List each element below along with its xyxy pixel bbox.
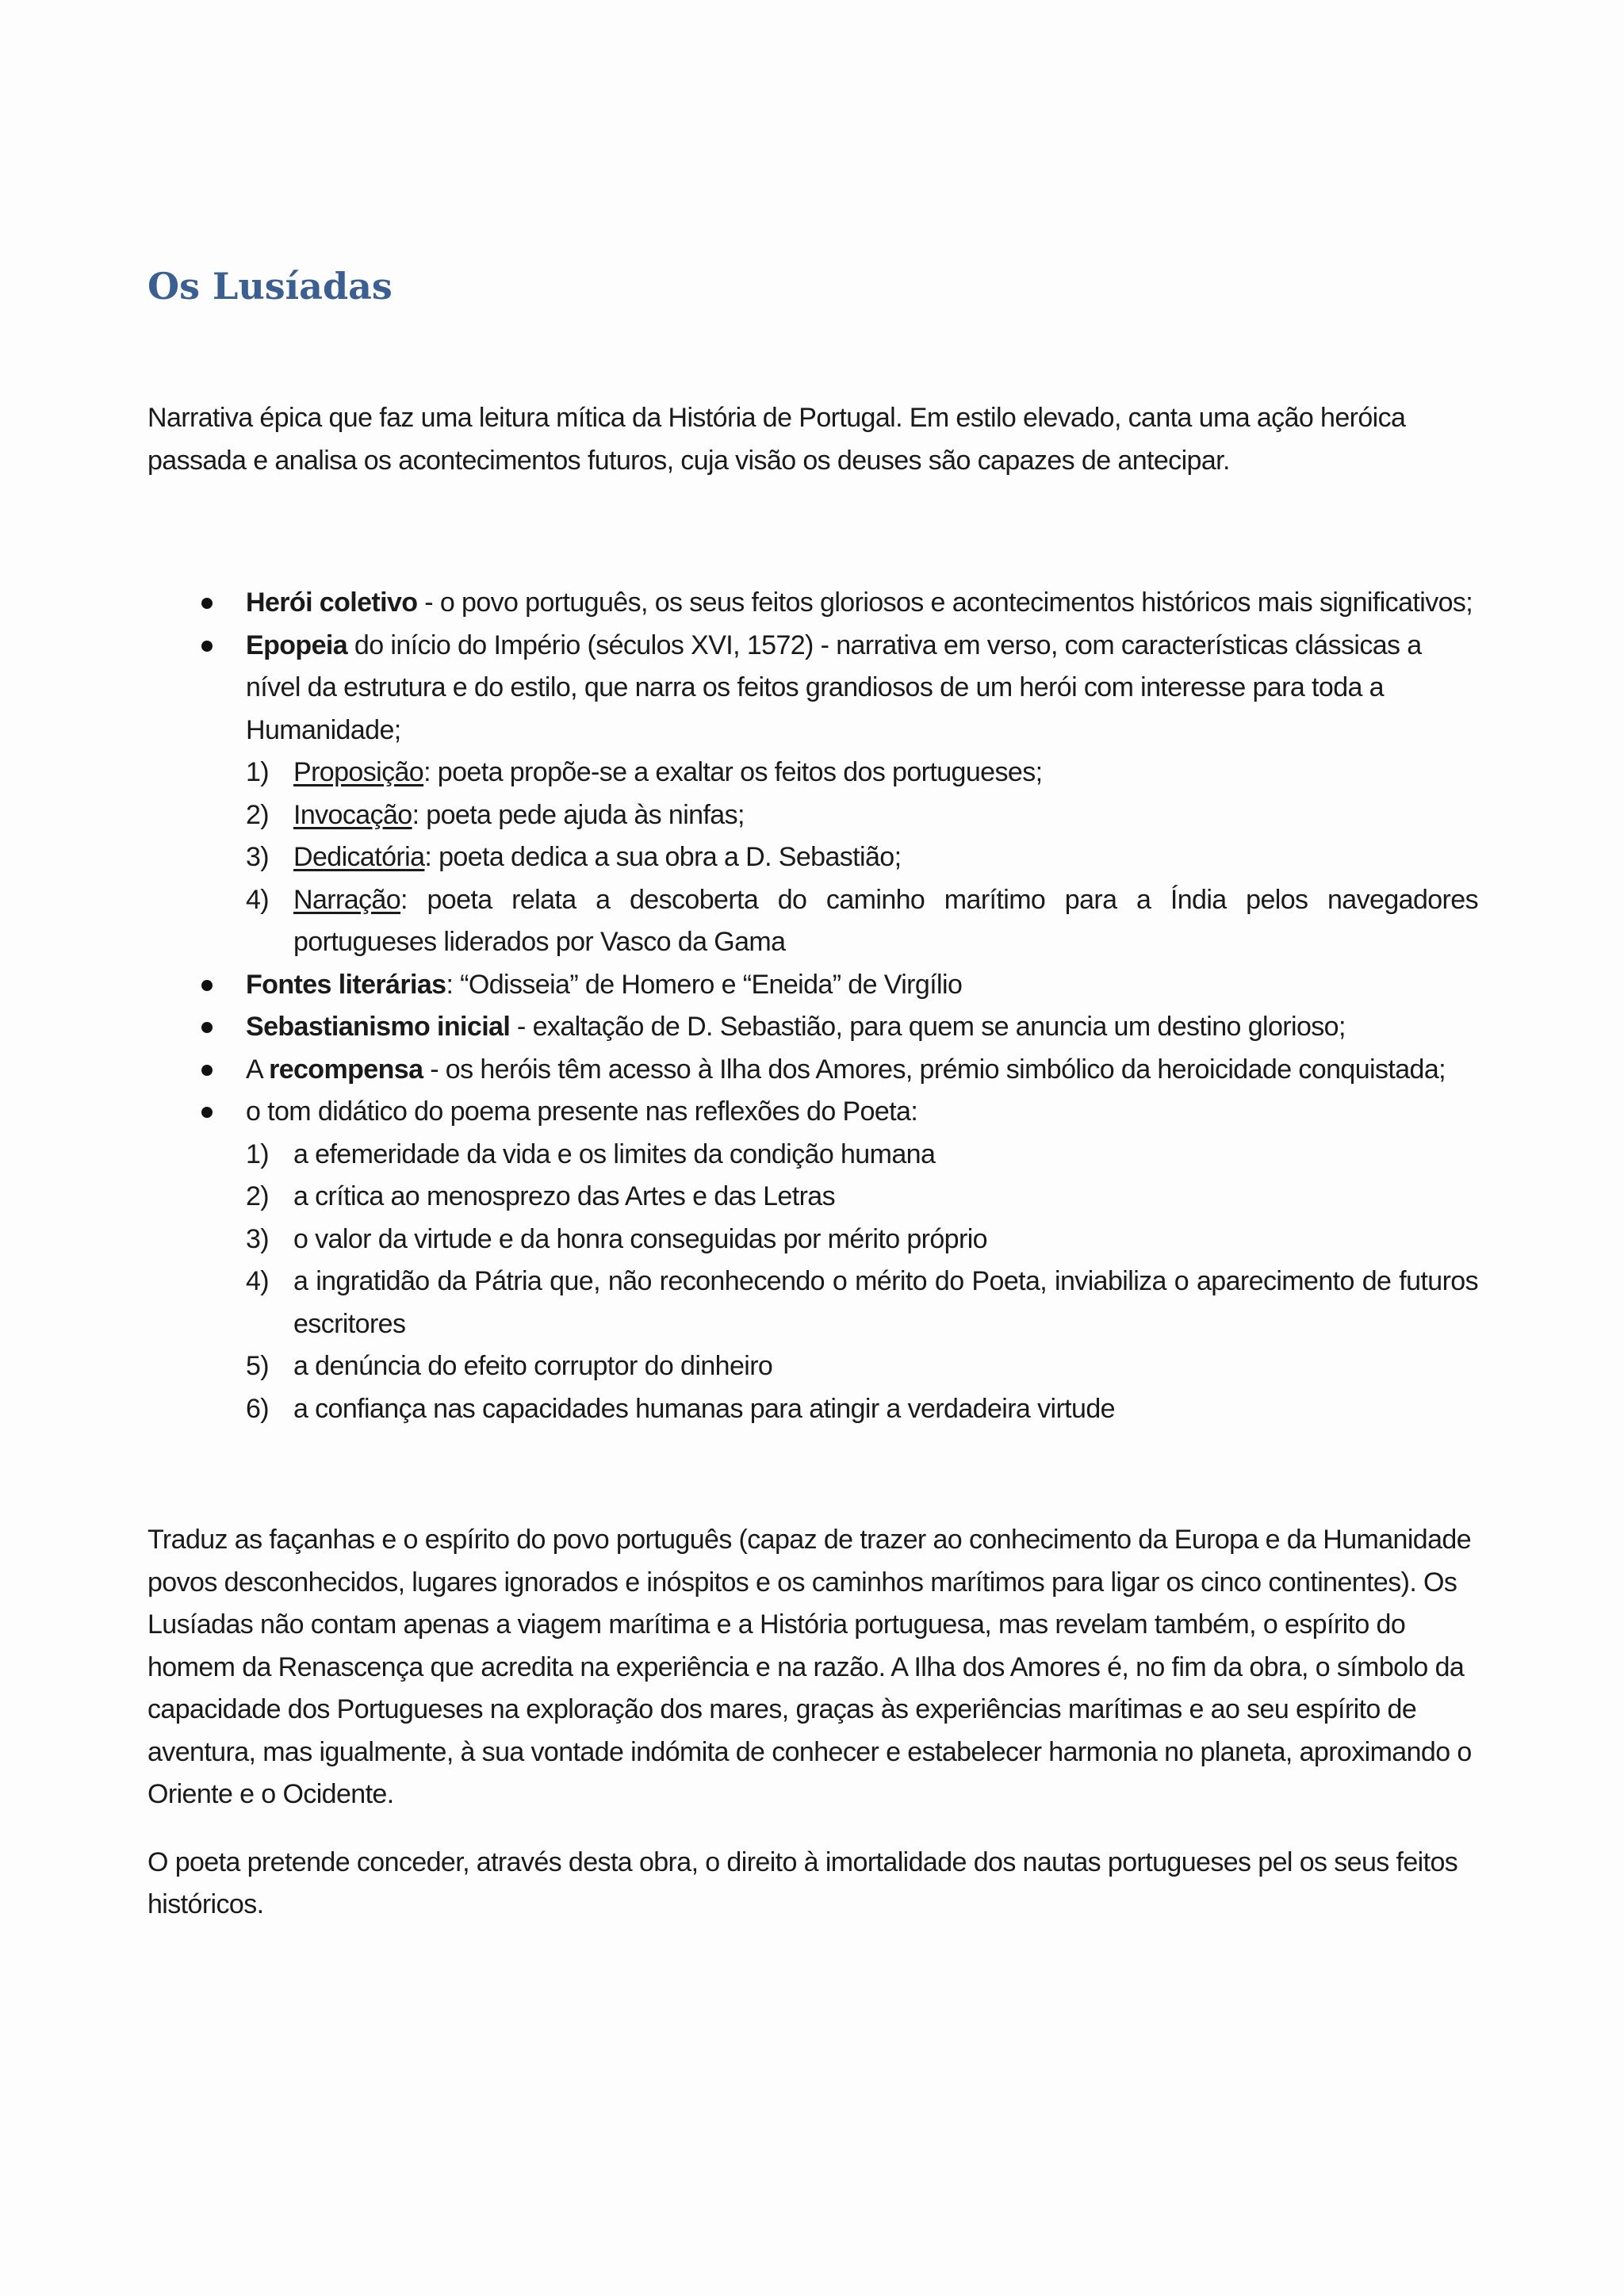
item-number: 1) bbox=[246, 757, 270, 787]
item-term: Dedicatória bbox=[293, 842, 425, 872]
bullet-dot-icon bbox=[201, 1107, 213, 1118]
item-term: Invocação bbox=[293, 799, 412, 830]
bullet-term: Epopeia bbox=[246, 629, 348, 660]
item-number: 2) bbox=[246, 799, 270, 830]
item-term: Proposição bbox=[293, 757, 424, 787]
numbered-item bbox=[246, 794, 1478, 837]
item-text: a confiança nas capacidades humanas para atingir a verdadeira virtude bbox=[293, 1393, 1115, 1424]
bullet-item bbox=[147, 625, 1478, 964]
numbered-item bbox=[246, 836, 1478, 879]
bullet-item bbox=[147, 1006, 1478, 1049]
bullet-item bbox=[147, 1091, 1478, 1430]
item-text: o valor da virtude e da honra conseguidas por mérito próprio bbox=[293, 1223, 987, 1254]
item-term: Narração bbox=[293, 884, 401, 915]
item-number: 5) bbox=[246, 1351, 270, 1381]
numbered-item bbox=[246, 1219, 1478, 1261]
epopeia-parts-list bbox=[246, 752, 1478, 964]
bullet-text: : “Odisseia” de Homero e “Eneida” de Virgílio bbox=[446, 969, 963, 1000]
bullet-text: - o povo português, os seus feitos gloriosos e acontecimentos históricos mais significativos; bbox=[417, 587, 1473, 618]
document-content bbox=[147, 258, 1478, 1927]
bullet-term: Sebastianismo inicial bbox=[246, 1012, 511, 1042]
bullet-text: - os heróis têm acesso à Ilha dos Amores, prémio simbólico da heroicidade conquistada; bbox=[423, 1054, 1446, 1085]
bullet-prefix: A bbox=[246, 1054, 270, 1085]
bullet-dot-icon bbox=[201, 1022, 213, 1033]
numbered-item bbox=[246, 1176, 1478, 1219]
numbered-item bbox=[246, 1388, 1478, 1431]
item-number: 4) bbox=[246, 884, 270, 915]
bullet-text: do início do Império (séculos XVI, 1572) - narrativa em verso, com características clássicas a nível da estrutura e do estilo, que narra os feitos grandiosos de um herói com interesse para toda a Humanidade; bbox=[246, 629, 1422, 745]
bullet-dot-icon bbox=[201, 1065, 213, 1076]
item-text: a denúncia do efeito corruptor do dinheiro bbox=[293, 1351, 773, 1381]
bullet-list bbox=[147, 582, 1478, 1430]
bullet-text: o tom didático do poema presente nas reflexões do Poeta: bbox=[246, 1096, 918, 1127]
bullet-dot-icon bbox=[201, 980, 213, 991]
item-number: 4) bbox=[246, 1266, 270, 1296]
numbered-item bbox=[246, 1345, 1478, 1388]
numbered-item bbox=[246, 752, 1478, 794]
item-text: a crítica ao menosprezo das Artes e das Letras bbox=[293, 1181, 835, 1211]
numbered-item bbox=[246, 1134, 1478, 1177]
item-number: 3) bbox=[246, 842, 270, 872]
bullet-item bbox=[147, 1049, 1478, 1092]
item-text: a ingratidão da Pátria que, não reconhecendo o mérito do Poeta, inviabiliza o aparecimento de futuros escritores bbox=[293, 1266, 1478, 1339]
bullet-item bbox=[147, 582, 1478, 625]
item-number: 3) bbox=[246, 1223, 270, 1254]
bullet-term: Fontes literárias bbox=[246, 969, 446, 1000]
item-text: : poeta pede ajuda às ninfas; bbox=[412, 799, 745, 830]
item-text: : poeta relata a descoberta do caminho marítimo para a Índia pelos navegadores portugueses liderados por Vasco da Gama bbox=[293, 884, 1478, 957]
item-number: 2) bbox=[246, 1181, 270, 1211]
reflections-list bbox=[246, 1134, 1478, 1431]
bullet-text: - exaltação de D. Sebastião, para quem se anuncia um destino glorioso; bbox=[510, 1012, 1346, 1042]
intro-paragraph: Narrativa épica que faz uma leitura mítica da História de Portugal. Em estilo elevado, canta uma ação heróica passada e analisa os acontecimentos futuros, cuja visão os deuses são capazes de antecipar. bbox=[147, 403, 1406, 476]
item-text: : poeta propõe-se a exaltar os feitos dos portugueses; bbox=[423, 757, 1043, 787]
item-text: a efemeridade da vida e os limites da condição humana bbox=[293, 1138, 936, 1169]
item-number: 1) bbox=[246, 1138, 270, 1169]
bullet-dot-icon bbox=[201, 641, 213, 652]
bullet-item bbox=[147, 964, 1478, 1007]
bullet-term: recompensa bbox=[269, 1054, 423, 1085]
numbered-item bbox=[246, 879, 1478, 964]
item-text: : poeta dedica a sua obra a D. Sebastião; bbox=[424, 842, 902, 872]
document-title: Os Lusíadas bbox=[147, 265, 393, 308]
numbered-item bbox=[246, 1261, 1478, 1345]
bullet-dot-icon bbox=[201, 598, 213, 609]
item-number: 6) bbox=[246, 1393, 270, 1424]
closing-paragraph: O poeta pretende conceder, através desta obra, o direito à imortalidade dos nautas portugueses pel os seus feitos históricos. bbox=[147, 1846, 1458, 1919]
body-paragraph: Traduz as façanhas e o espírito do povo português (capaz de trazer ao conhecimento da Europa e da Humanidade povos desconhecidos, lugares ignorados e inóspitos e os caminhos marítimos para ligar os cinco continentes). Os Lusíadas não contam apenas a viagem marítima e a História portuguesa, mas revelam também, o espírito do homem da Renascença que acredita na experiência e na razão. A Ilha dos Amores é, no fim da obra, o símbolo da capacidade dos Portugueses na exploração dos mares, graças às experiências marítimas e ao seu espírito de aventura, mas igualmente, à sua vontade indómita de conhecer e estabelecer harmonia no planeta, aproximando o Oriente e o Ocidente. bbox=[147, 1525, 1472, 1809]
bullet-term: Herói coletivo bbox=[246, 587, 418, 618]
